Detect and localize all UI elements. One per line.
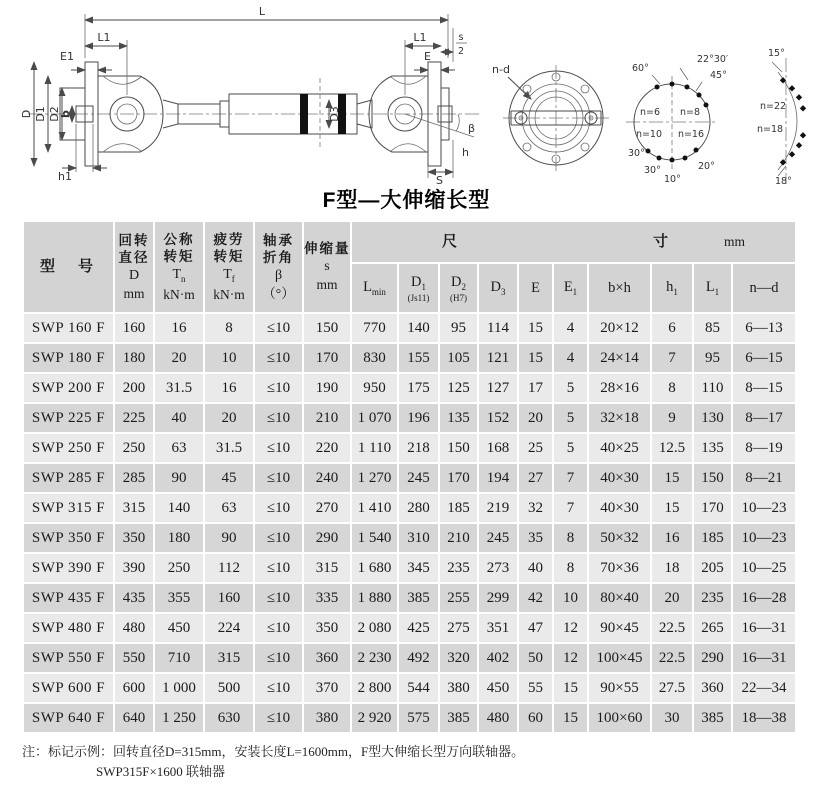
value-cell: 435 xyxy=(115,584,153,612)
note-n18: n=18 xyxy=(757,124,784,135)
value-cell: 55 xyxy=(519,674,552,702)
model-cell: SWP 250 F xyxy=(24,434,113,462)
model-cell: SWP 600 F xyxy=(24,674,113,702)
value-cell: 185 xyxy=(694,524,731,552)
value-cell: 1 270 xyxy=(352,464,397,492)
value-cell: 245 xyxy=(399,464,438,492)
value-cell: 16 xyxy=(652,524,692,552)
table-row xyxy=(24,374,795,402)
value-cell: 351 xyxy=(479,614,517,642)
value-cell: 194 xyxy=(479,464,517,492)
value-cell: 250 xyxy=(115,434,153,462)
model-cell: SWP 550 F xyxy=(24,644,113,672)
value-cell: 31.5 xyxy=(155,374,203,402)
value-cell: 80×40 xyxy=(589,584,650,612)
value-cell: 219 xyxy=(479,494,517,522)
model-cell: SWP 200 F xyxy=(24,374,113,402)
page-title: F型—大伸缩长型 xyxy=(322,189,491,212)
model-cell: SWP 180 F xyxy=(24,344,113,372)
value-cell: 320 xyxy=(440,644,477,672)
angle-10: 10° xyxy=(664,174,681,185)
value-cell: 402 xyxy=(479,644,517,672)
value-cell: 315 xyxy=(304,554,350,582)
value-cell: 16 xyxy=(205,374,253,402)
value-cell: 190 xyxy=(304,374,350,402)
angle-30-b: 30° xyxy=(644,165,661,176)
value-cell: 2 920 xyxy=(352,704,397,732)
value-cell: 90 xyxy=(155,464,203,492)
dim-label-h1: h1 xyxy=(58,170,72,183)
value-cell: 544 xyxy=(399,674,438,702)
value-cell: 7 xyxy=(554,464,587,492)
value-cell: 7 xyxy=(652,344,692,372)
value-cell: 8 xyxy=(205,314,253,342)
table-row xyxy=(24,704,795,732)
value-cell: 17 xyxy=(519,374,552,402)
value-cell: 290 xyxy=(694,644,731,672)
table-row xyxy=(24,404,795,432)
value-cell: 35 xyxy=(519,524,552,552)
angle-15: 15° xyxy=(768,48,785,59)
dim-label-D1: D1 xyxy=(34,106,47,122)
value-cell: 18 xyxy=(652,554,692,582)
value-cell: 210 xyxy=(440,524,477,552)
value-cell: 4 xyxy=(554,314,587,342)
table-row xyxy=(24,464,795,492)
value-cell: 12 xyxy=(554,614,587,642)
value-cell: 350 xyxy=(115,524,153,552)
model-cell: SWP 315 F xyxy=(24,494,113,522)
value-cell: ≤10 xyxy=(255,434,302,462)
value-cell: 245 xyxy=(479,524,517,552)
value-cell: 168 xyxy=(479,434,517,462)
column-header-D3: $D_3$ xyxy=(479,264,517,312)
value-cell: 235 xyxy=(440,554,477,582)
dim-label-L1-right: L1 xyxy=(413,31,427,44)
dim-label-E: E xyxy=(424,50,431,63)
value-cell: 335 xyxy=(304,584,350,612)
value-cell: 160 xyxy=(115,314,153,342)
value-cell: 32×18 xyxy=(589,404,650,432)
value-cell: ≤10 xyxy=(255,404,302,432)
value-cell: 210 xyxy=(304,404,350,432)
value-cell: ≤10 xyxy=(255,554,302,582)
value-cell: ≤10 xyxy=(255,314,302,342)
value-cell: 40 xyxy=(519,554,552,582)
note-n6: n=6 xyxy=(639,107,661,118)
value-cell: 150 xyxy=(304,314,350,342)
column-header-L1: $L_1$ xyxy=(694,264,731,312)
value-cell: 1 070 xyxy=(352,404,397,432)
table-row xyxy=(24,494,795,522)
table-row xyxy=(24,584,795,612)
value-cell: 135 xyxy=(694,434,731,462)
value-cell: 95 xyxy=(440,314,477,342)
value-cell: 185 xyxy=(440,494,477,522)
value-cell: 385 xyxy=(694,704,731,732)
value-cell: 140 xyxy=(155,494,203,522)
value-cell: ≤10 xyxy=(255,614,302,642)
value-cell: 105 xyxy=(440,344,477,372)
value-cell: 8 xyxy=(652,374,692,402)
value-cell: 830 xyxy=(352,344,397,372)
model-cell: SWP 640 F xyxy=(24,704,113,732)
value-cell: 240 xyxy=(304,464,350,492)
table-row xyxy=(24,644,795,672)
model-cell: SWP 435 F xyxy=(24,584,113,612)
value-cell: 2 080 xyxy=(352,614,397,642)
value-cell: 175 xyxy=(399,374,438,402)
column-header-expansion: 伸缩量 s mm xyxy=(304,222,350,312)
value-cell: 125 xyxy=(440,374,477,402)
dim-label-E1: E1 xyxy=(60,50,74,63)
value-cell: 350 xyxy=(304,614,350,642)
value-cell: 135 xyxy=(440,404,477,432)
value-cell: 28×16 xyxy=(589,374,650,402)
value-cell: 425 xyxy=(399,614,438,642)
column-header-fatigue-torque: 疲劳 转矩 $T_f$ kN·m xyxy=(205,222,253,312)
value-cell: 10 xyxy=(205,344,253,372)
column-header-E1: $E_1$ xyxy=(554,264,587,312)
column-header-diameter: 回转 直径 D mm xyxy=(115,222,153,312)
column-group-dimensions: 尺 寸 mm xyxy=(352,222,795,262)
angle-30-a: 30° xyxy=(628,148,645,159)
column-header-model: 型 号 xyxy=(24,222,113,312)
value-cell: 25 xyxy=(519,434,552,462)
value-cell: 20×12 xyxy=(589,314,650,342)
model-cell: SWP 350 F xyxy=(24,524,113,552)
value-cell: 385 xyxy=(399,584,438,612)
value-cell: 1 680 xyxy=(352,554,397,582)
model-cell: SWP 160 F xyxy=(24,314,113,342)
value-cell: 1 540 xyxy=(352,524,397,552)
value-cell: 224 xyxy=(205,614,253,642)
dim-label-s-den: 2 xyxy=(457,46,465,57)
dim-label-nd: n-d xyxy=(492,63,510,76)
value-cell: 1 000 xyxy=(155,674,203,702)
dim-label-D3: D3 xyxy=(328,106,341,122)
value-cell: 385 xyxy=(440,704,477,732)
dim-label-S: S xyxy=(436,174,443,186)
value-cell: 255 xyxy=(440,584,477,612)
value-cell: 15 xyxy=(554,704,587,732)
value-cell: 63 xyxy=(205,494,253,522)
value-cell: 110 xyxy=(694,374,731,402)
value-cell: 196 xyxy=(399,404,438,432)
value-cell: 6—15 xyxy=(733,344,795,372)
value-cell: 155 xyxy=(399,344,438,372)
value-cell: 150 xyxy=(694,464,731,492)
value-cell: 770 xyxy=(352,314,397,342)
value-cell: 390 xyxy=(115,554,153,582)
value-cell: 60 xyxy=(519,704,552,732)
value-cell: 22.5 xyxy=(652,644,692,672)
value-cell: 45 xyxy=(205,464,253,492)
column-header-nd: n—d xyxy=(733,264,795,312)
value-cell: 8—19 xyxy=(733,434,795,462)
value-cell: 180 xyxy=(115,344,153,372)
dim-label-beta: β xyxy=(468,122,476,135)
value-cell: ≤10 xyxy=(255,674,302,702)
table-row xyxy=(24,614,795,642)
value-cell: 6 xyxy=(652,314,692,342)
table-row xyxy=(24,314,795,342)
value-cell: 640 xyxy=(115,704,153,732)
table-row xyxy=(24,674,795,702)
value-cell: 170 xyxy=(304,344,350,372)
value-cell: ≤10 xyxy=(255,494,302,522)
value-cell: 70×36 xyxy=(589,554,650,582)
value-cell: 40×30 xyxy=(589,464,650,492)
value-cell: 31.5 xyxy=(205,434,253,462)
value-cell: 265 xyxy=(694,614,731,642)
value-cell: 90×45 xyxy=(589,614,650,642)
note-n8: n=8 xyxy=(679,107,701,118)
value-cell: 8 xyxy=(554,524,587,552)
value-cell: 30 xyxy=(652,704,692,732)
value-cell: 480 xyxy=(479,704,517,732)
value-cell: 950 xyxy=(352,374,397,402)
value-cell: 27.5 xyxy=(652,674,692,702)
value-cell: 370 xyxy=(304,674,350,702)
angle-45: 45° xyxy=(710,70,727,81)
value-cell: 710 xyxy=(155,644,203,672)
value-cell: 15 xyxy=(652,464,692,492)
value-cell: 380 xyxy=(304,704,350,732)
value-cell: 32 xyxy=(519,494,552,522)
value-cell: 315 xyxy=(205,644,253,672)
value-cell: 1 250 xyxy=(155,704,203,732)
value-cell: 170 xyxy=(440,464,477,492)
value-cell: 220 xyxy=(304,434,350,462)
value-cell: 112 xyxy=(205,554,253,582)
dim-label-s-num: s xyxy=(458,32,464,43)
value-cell: 4 xyxy=(554,344,587,372)
value-cell: 1 110 xyxy=(352,434,397,462)
model-cell: SWP 225 F xyxy=(24,404,113,432)
value-cell: 2 800 xyxy=(352,674,397,702)
value-cell: 299 xyxy=(479,584,517,612)
value-cell: 8 xyxy=(554,554,587,582)
value-cell: 600 xyxy=(115,674,153,702)
column-header-h1: $h_1$ xyxy=(652,264,692,312)
value-cell: ≤10 xyxy=(255,464,302,492)
table-row xyxy=(24,434,795,462)
value-cell: 40 xyxy=(155,404,203,432)
value-cell: 90 xyxy=(205,524,253,552)
spec-table xyxy=(22,220,797,734)
value-cell: 15 xyxy=(652,494,692,522)
value-cell: 280 xyxy=(399,494,438,522)
value-cell: 310 xyxy=(399,524,438,552)
value-cell: 18—38 xyxy=(733,704,795,732)
angle-20: 20° xyxy=(698,161,715,172)
value-cell: ≤10 xyxy=(255,644,302,672)
value-cell: 7 xyxy=(554,494,587,522)
column-header-Lmin: $L_{min}$ xyxy=(352,264,397,312)
value-cell: 550 xyxy=(115,644,153,672)
value-cell: 235 xyxy=(694,584,731,612)
value-cell: ≤10 xyxy=(255,374,302,402)
column-header-D2: $D_2$ (H7) xyxy=(440,264,477,312)
value-cell: 218 xyxy=(399,434,438,462)
value-cell: 480 xyxy=(115,614,153,642)
value-cell: ≤10 xyxy=(255,704,302,732)
value-cell: 27 xyxy=(519,464,552,492)
angle-18: 18° xyxy=(775,176,792,186)
value-cell: 205 xyxy=(694,554,731,582)
dim-label-L1-left: L1 xyxy=(97,31,111,44)
value-cell: 450 xyxy=(155,614,203,642)
column-header-bearing-angle: 轴承 折角 β （°） xyxy=(255,222,302,312)
angle-60: 60° xyxy=(632,63,649,74)
value-cell: 575 xyxy=(399,704,438,732)
column-header-bxh: b×h xyxy=(589,264,650,312)
dim-label-h: h xyxy=(462,146,469,159)
table-row xyxy=(24,344,795,372)
value-cell: 5 xyxy=(554,404,587,432)
value-cell: 500 xyxy=(205,674,253,702)
value-cell: 22—34 xyxy=(733,674,795,702)
value-cell: 160 xyxy=(205,584,253,612)
value-cell: 140 xyxy=(399,314,438,342)
note-n10: n=10 xyxy=(635,129,663,140)
value-cell: 10 xyxy=(554,584,587,612)
value-cell: 2 230 xyxy=(352,644,397,672)
value-cell: 170 xyxy=(694,494,731,522)
value-cell: 20 xyxy=(519,404,552,432)
value-cell: 345 xyxy=(399,554,438,582)
value-cell: 492 xyxy=(399,644,438,672)
dim-label-L: L xyxy=(258,5,266,18)
value-cell: 355 xyxy=(155,584,203,612)
value-cell: 10—23 xyxy=(733,524,795,552)
value-cell: 15 xyxy=(519,344,552,372)
value-cell: 450 xyxy=(479,674,517,702)
value-cell: 10—23 xyxy=(733,494,795,522)
value-cell: 47 xyxy=(519,614,552,642)
angle-22-30: 22°30′ xyxy=(697,54,729,65)
value-cell: 225 xyxy=(115,404,153,432)
value-cell: 15 xyxy=(554,674,587,702)
value-cell: 360 xyxy=(304,644,350,672)
table-row xyxy=(24,524,795,552)
column-header-E: E xyxy=(519,264,552,312)
cardan-shaft-drawing xyxy=(0,0,813,186)
value-cell: 180 xyxy=(155,524,203,552)
value-cell: 15 xyxy=(519,314,552,342)
value-cell: 90×55 xyxy=(589,674,650,702)
value-cell: 152 xyxy=(479,404,517,432)
footnote xyxy=(22,742,813,782)
value-cell: 290 xyxy=(304,524,350,552)
value-cell: 85 xyxy=(694,314,731,342)
value-cell: 9 xyxy=(652,404,692,432)
value-cell: ≤10 xyxy=(255,344,302,372)
column-header-D1: $D_1$ (Js11) xyxy=(399,264,438,312)
value-cell: 100×60 xyxy=(589,704,650,732)
value-cell: 275 xyxy=(440,614,477,642)
value-cell: 130 xyxy=(694,404,731,432)
value-cell: 127 xyxy=(479,374,517,402)
model-cell: SWP 390 F xyxy=(24,554,113,582)
dim-label-D2: D2 xyxy=(48,106,61,122)
value-cell: 100×45 xyxy=(589,644,650,672)
value-cell: 1 880 xyxy=(352,584,397,612)
value-cell: 315 xyxy=(115,494,153,522)
spec-table-body xyxy=(24,314,795,732)
value-cell: 380 xyxy=(440,674,477,702)
value-cell: 150 xyxy=(440,434,477,462)
note-n22: n=22 xyxy=(760,101,787,112)
value-cell: 6—13 xyxy=(733,314,795,342)
value-cell: 114 xyxy=(479,314,517,342)
value-cell: 40×30 xyxy=(589,494,650,522)
footnote-line1: 注：标记示例：回转直径D=315mm，安装长度L=1600mm，F型大伸缩长型万向联轴器。 xyxy=(22,744,525,759)
value-cell: 12.5 xyxy=(652,434,692,462)
value-cell: 95 xyxy=(694,344,731,372)
note-n16: n=16 xyxy=(677,129,705,140)
value-cell: 8—15 xyxy=(733,374,795,402)
model-cell: SWP 285 F xyxy=(24,464,113,492)
value-cell: 12 xyxy=(554,644,587,672)
value-cell: 16—31 xyxy=(733,644,795,672)
technical-drawing xyxy=(0,0,813,186)
value-cell: 16—28 xyxy=(733,584,795,612)
table-row xyxy=(24,554,795,582)
value-cell: 20 xyxy=(652,584,692,612)
value-cell: 16 xyxy=(155,314,203,342)
value-cell: 42 xyxy=(519,584,552,612)
value-cell: 50 xyxy=(519,644,552,672)
value-cell: 22.5 xyxy=(652,614,692,642)
value-cell: 24×14 xyxy=(589,344,650,372)
model-cell: SWP 480 F xyxy=(24,614,113,642)
value-cell: 285 xyxy=(115,464,153,492)
value-cell: 273 xyxy=(479,554,517,582)
value-cell: 360 xyxy=(694,674,731,702)
dim-label-b: b xyxy=(59,110,72,118)
value-cell: ≤10 xyxy=(255,584,302,612)
value-cell: ≤10 xyxy=(255,524,302,552)
value-cell: 1 410 xyxy=(352,494,397,522)
value-cell: 63 xyxy=(155,434,203,462)
value-cell: 8—17 xyxy=(733,404,795,432)
value-cell: 630 xyxy=(205,704,253,732)
value-cell: 5 xyxy=(554,374,587,402)
column-header-nominal-torque: 公称 转矩 $T_n$ kN·m xyxy=(155,222,203,312)
value-cell: 270 xyxy=(304,494,350,522)
value-cell: 40×25 xyxy=(589,434,650,462)
value-cell: 250 xyxy=(155,554,203,582)
dim-label-D: D xyxy=(20,109,33,119)
spec-table-container xyxy=(22,220,795,734)
value-cell: 5 xyxy=(554,434,587,462)
value-cell: 20 xyxy=(205,404,253,432)
value-cell: 10—25 xyxy=(733,554,795,582)
value-cell: 20 xyxy=(155,344,203,372)
value-cell: 16—31 xyxy=(733,614,795,642)
value-cell: 50×32 xyxy=(589,524,650,552)
value-cell: 8—21 xyxy=(733,464,795,492)
footnote-line2: SWP315F×1600 联轴器 xyxy=(96,764,226,780)
value-cell: 200 xyxy=(115,374,153,402)
value-cell: 121 xyxy=(479,344,517,372)
